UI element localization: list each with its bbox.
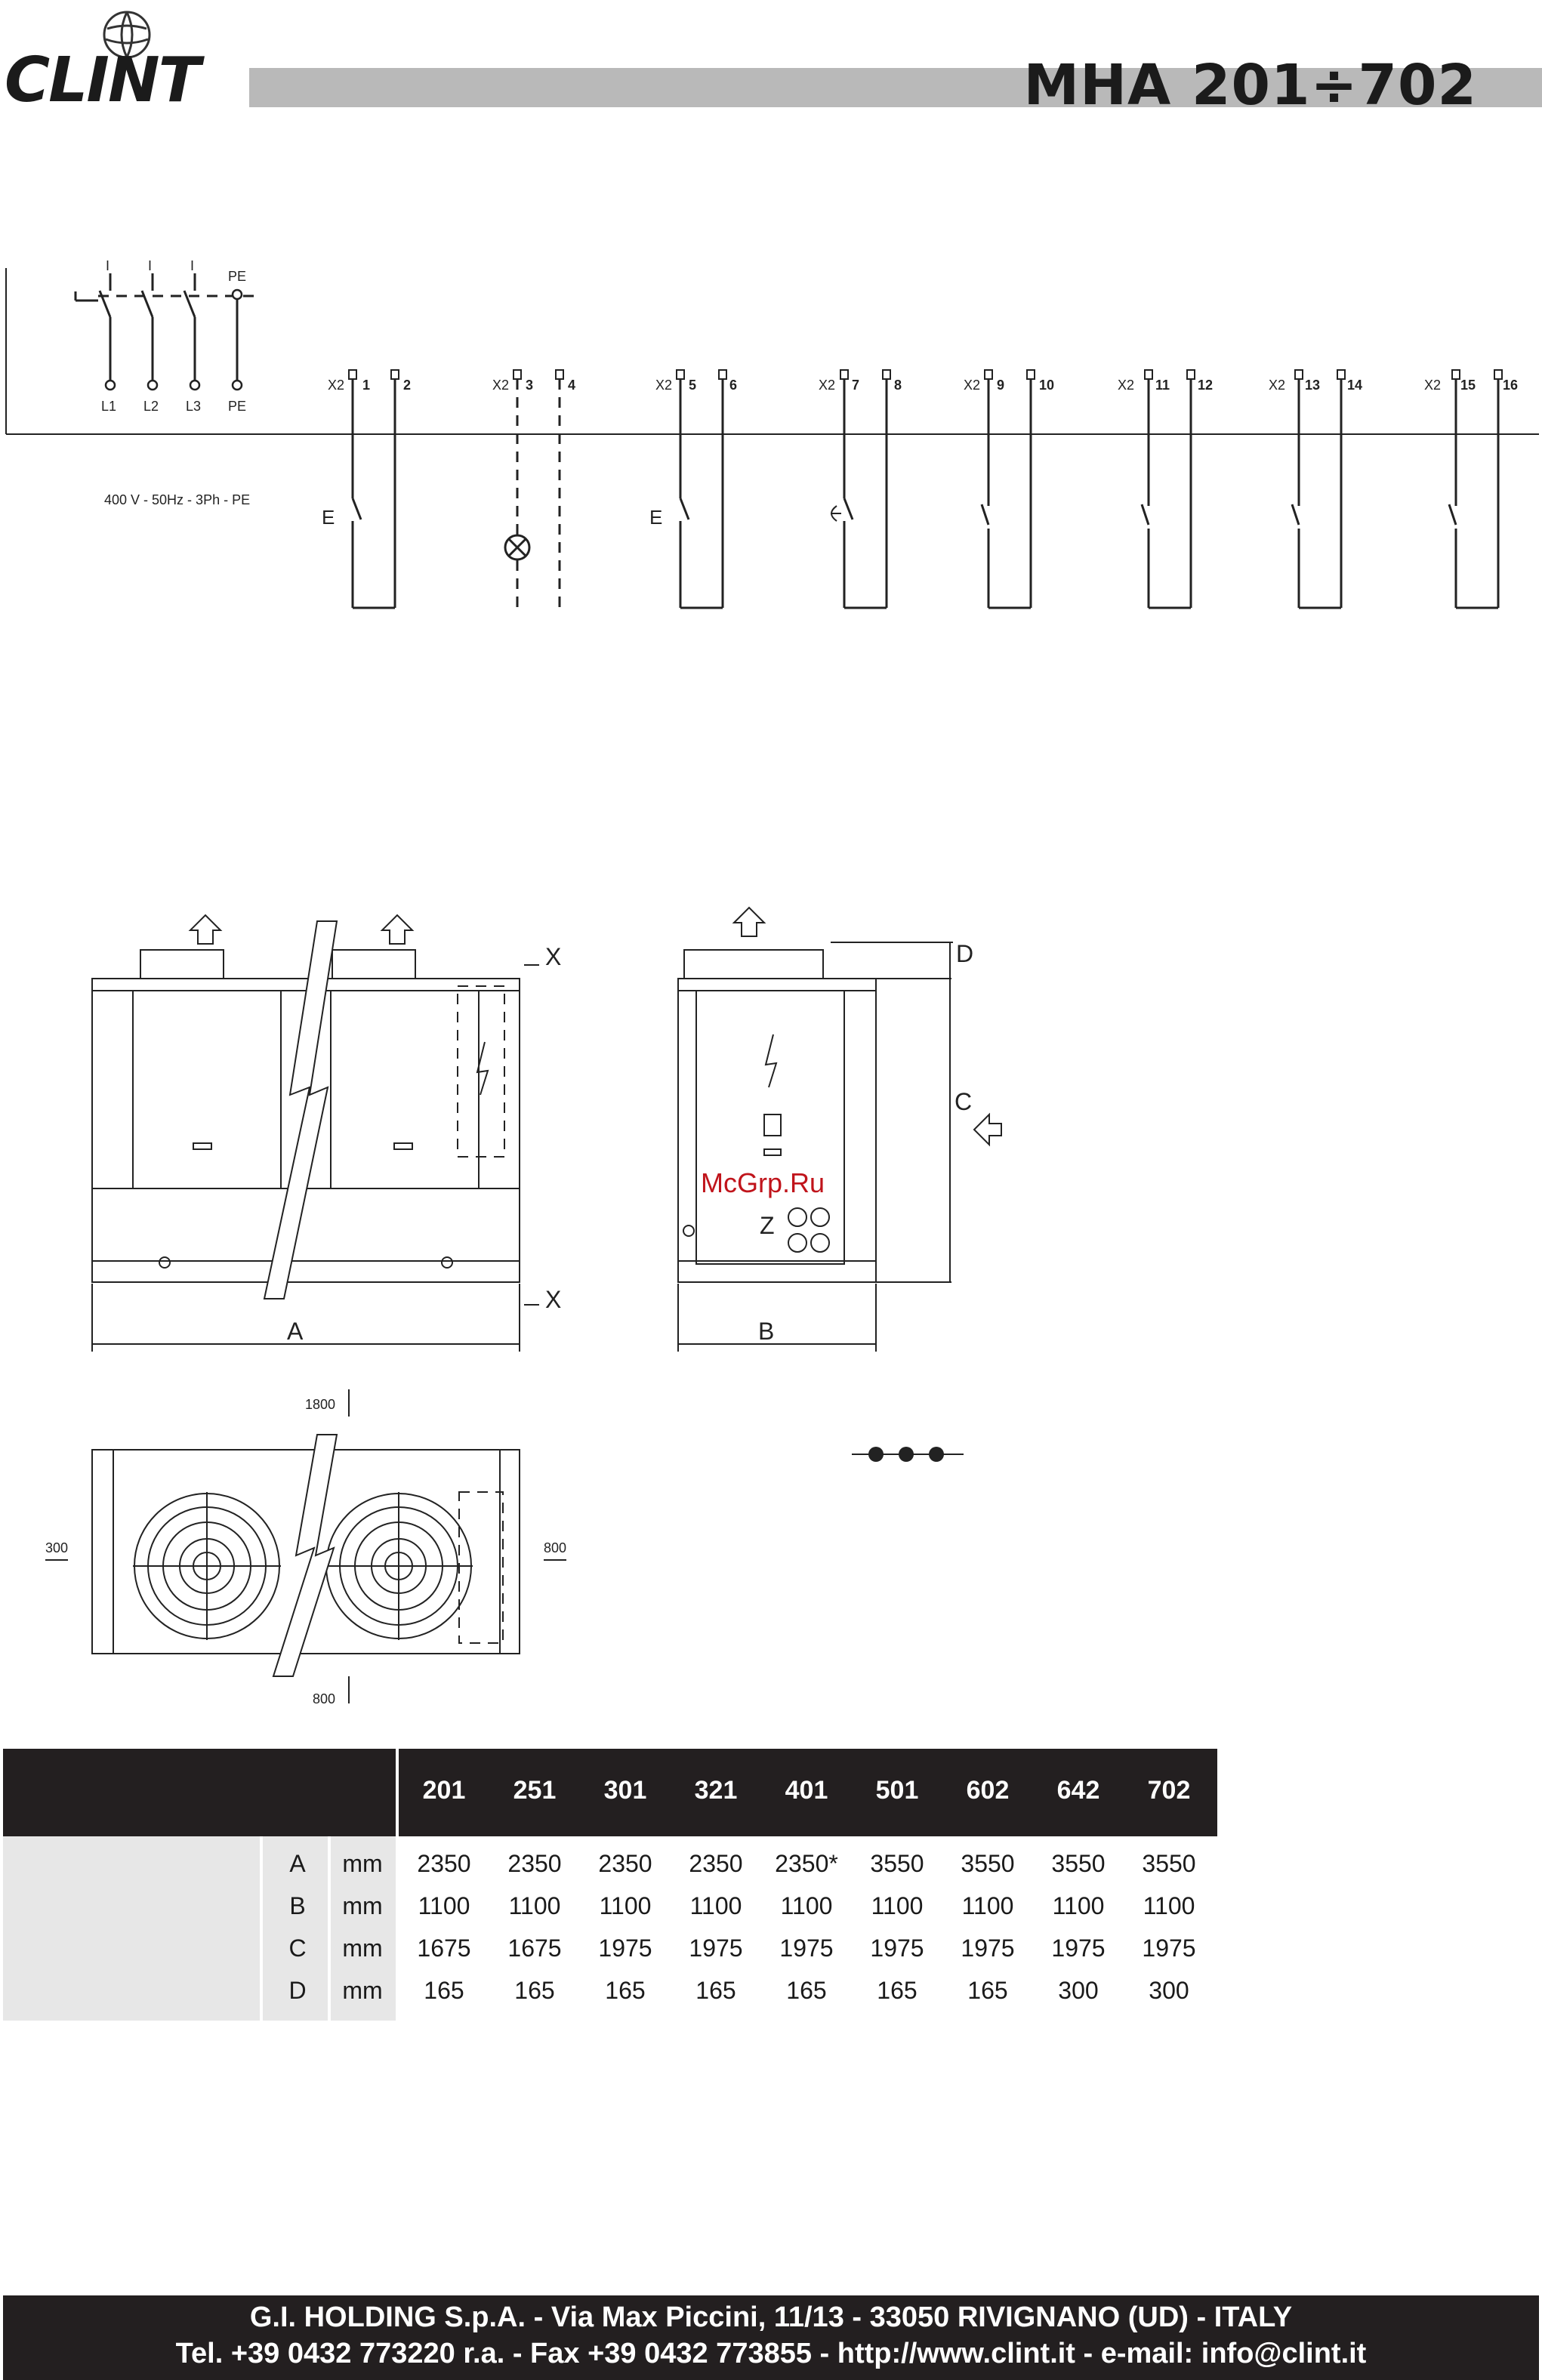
clearance-back: 1800	[305, 1397, 336, 1412]
table-cell: 165	[605, 1977, 646, 2004]
terminal-number: 15	[1460, 378, 1476, 393]
phase-mark: I	[190, 258, 195, 273]
terminal-number: 10	[1039, 378, 1055, 393]
table-cell: 1100	[508, 1892, 561, 1919]
model-range-title: MHA 201÷702	[1023, 53, 1477, 118]
column-header: 602	[966, 1776, 1010, 1805]
row-unit: mm	[342, 1850, 383, 1877]
table-cell: 165	[424, 1977, 464, 2004]
table-cell: 1975	[870, 1935, 924, 1962]
table-cell: 1975	[961, 1935, 1015, 1962]
row-unit: mm	[342, 1977, 383, 2004]
table-row	[3, 1927, 1217, 1969]
table-cell: 1675	[417, 1935, 471, 1962]
table-cell: 2350	[598, 1850, 652, 1877]
dim-c-label: C	[954, 1088, 973, 1115]
top-view	[45, 1389, 566, 1703]
column-header: 702	[1147, 1776, 1191, 1805]
terminal-number: 3	[526, 378, 534, 393]
row-key: C	[288, 1935, 307, 1962]
column-header: 201	[422, 1776, 466, 1805]
terminal-number: 16	[1503, 378, 1519, 393]
terminal-number: 6	[729, 378, 738, 393]
row-key: D	[288, 1977, 307, 2004]
table-cell: 1675	[507, 1935, 562, 1962]
terminal-number: 9	[997, 378, 1005, 393]
table-cell: 165	[786, 1977, 827, 2004]
table-cell: 1100	[418, 1892, 470, 1919]
column-header: 301	[603, 1776, 647, 1805]
l1-label: L1	[101, 399, 117, 414]
column-header: 642	[1056, 1776, 1100, 1805]
side-view	[678, 908, 1001, 1352]
footer-address: G.I. HOLDING S.p.A. - Via Max Piccini, 11/13 - 33050 RIVIGNANO (UD) - ITALY	[249, 2301, 1293, 2333]
dim-x-label: X	[545, 943, 562, 970]
clearance-left: 300	[45, 1540, 69, 1555]
dim-x-label: X	[545, 1286, 562, 1313]
dim-z-label: Z	[760, 1212, 775, 1239]
table-cell: 165	[695, 1977, 736, 2004]
terminal-number: 4	[568, 378, 576, 393]
table-cell: 300	[1058, 1977, 1099, 2004]
dots-marker	[852, 1447, 964, 1462]
watermark: McGrp.Ru	[701, 1167, 825, 1198]
table-cell: 1975	[1142, 1935, 1196, 1962]
x2-label: X2	[1118, 378, 1135, 393]
phase-mark: I	[148, 258, 153, 273]
x2-label: X2	[819, 378, 836, 393]
dim-d-label: D	[956, 940, 974, 967]
terminal-number: 1	[362, 378, 371, 393]
table-cell: 1975	[779, 1935, 834, 1962]
table-cell: 2350	[417, 1850, 471, 1877]
dim-a-label: A	[287, 1318, 304, 1345]
row-unit: mm	[342, 1892, 383, 1919]
pe-top-label: PE	[228, 269, 247, 284]
table-cell: 2350	[689, 1850, 743, 1877]
switch-mark: E	[322, 506, 335, 529]
table-row	[3, 1969, 1217, 2012]
column-header: 501	[875, 1776, 919, 1805]
table-cell: 1100	[780, 1892, 833, 1919]
table-cell: 3550	[1142, 1850, 1196, 1877]
table-cell: 3550	[1051, 1850, 1106, 1877]
supply-label: 400 V - 50Hz - 3Ph - PE	[104, 492, 251, 507]
table-cell: 3550	[870, 1850, 924, 1877]
l3-label: L3	[186, 399, 202, 414]
x2-label: X2	[1269, 378, 1286, 393]
x2-label: X2	[964, 378, 981, 393]
terminal-number: 14	[1347, 378, 1363, 393]
phase-mark: I	[106, 258, 110, 273]
table-cell: 1975	[1051, 1935, 1106, 1962]
column-header: 251	[513, 1776, 557, 1805]
column-header: 321	[694, 1776, 738, 1805]
table-cell: 1100	[961, 1892, 1014, 1919]
terminal-number: 11	[1155, 378, 1170, 393]
row-key: B	[289, 1892, 306, 1919]
switch-mark: E	[649, 506, 663, 529]
brand-name: CLINT	[5, 45, 199, 116]
x2-label: X2	[655, 378, 673, 393]
x2-label: X2	[492, 378, 510, 393]
column-header: 401	[785, 1776, 828, 1805]
terminal-number: 7	[852, 378, 860, 393]
terminal-number: 8	[894, 378, 902, 393]
terminal-number: 12	[1198, 378, 1214, 393]
table-cell: 1975	[689, 1935, 743, 1962]
table-row	[3, 1842, 1217, 1885]
clearance-right: 800	[544, 1540, 567, 1555]
table-row	[3, 1885, 1217, 1927]
terminal-number: 13	[1305, 378, 1321, 393]
table-cell: 2350	[507, 1850, 562, 1877]
table-cell: 300	[1149, 1977, 1189, 2004]
clearance-front: 800	[313, 1691, 336, 1706]
terminal-number: 2	[403, 378, 412, 393]
pe-label: PE	[228, 399, 247, 414]
row-key: A	[289, 1850, 306, 1877]
front-view	[92, 915, 539, 1352]
table-cell: 2350*	[775, 1850, 838, 1877]
table-cell: 165	[514, 1977, 555, 2004]
x2-label: X2	[1424, 378, 1442, 393]
table-cell: 1100	[599, 1892, 652, 1919]
table-header	[3, 1749, 1217, 1836]
terminal-number: 5	[689, 378, 697, 393]
table-cell: 165	[877, 1977, 917, 2004]
footer-contacts: Tel. +39 0432 773220 r.a. - Fax +39 0432 773855 - http://www.clint.it - e-mail: info@clint.it	[175, 2338, 1367, 2369]
dim-b-label: B	[758, 1318, 775, 1345]
table-cell: 1100	[871, 1892, 924, 1919]
table-cell: 1100	[1143, 1892, 1195, 1919]
table-cell: 1100	[689, 1892, 742, 1919]
row-unit: mm	[342, 1935, 383, 1962]
table-cell: 3550	[961, 1850, 1015, 1877]
l2-label: L2	[143, 399, 159, 414]
table-cell: 165	[967, 1977, 1008, 2004]
table-cell: 1975	[598, 1935, 652, 1962]
x2-label: X2	[328, 378, 345, 393]
table-cell: 1100	[1052, 1892, 1105, 1919]
footer	[3, 2295, 1539, 2380]
